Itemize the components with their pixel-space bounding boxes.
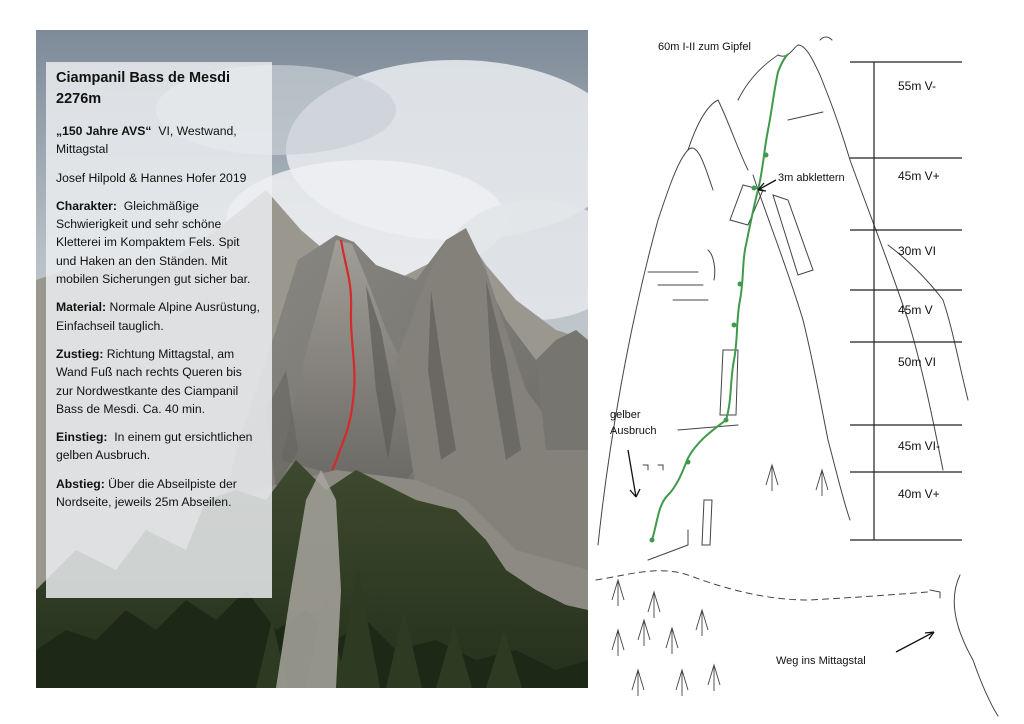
peak-name: Ciampanil Bass de Mesdi [56,70,231,86]
tree-icon [696,610,708,636]
tree-icon [638,620,650,646]
rappel-marker [930,590,940,598]
route-authors: Josef Hilpold & Hannes Hofer 2019 [56,170,247,185]
tree-icon [766,465,778,491]
einstieg-text: In einem gut ersichtlichen gelben Ausbruch. [56,430,253,463]
charakter-label: Charakter: [56,198,117,213]
start-note-line2: Ausbruch [610,425,657,437]
outline-left-tower [688,100,748,170]
abstieg-section [56,475,262,512]
summit-rappel-mark [820,37,832,40]
approach-note: Weg ins Mittagstal [776,655,866,667]
outline-right-buttress [888,245,968,400]
zustieg-label: Zustieg: [56,346,104,361]
einstieg-section [56,428,262,465]
stand-mark [643,465,663,470]
tree-icon [632,670,644,696]
route-info-panel [46,62,272,598]
start-arrow [628,450,636,497]
tree-icon [708,665,720,691]
route-name-line [56,122,262,159]
ledge-lower [678,425,738,430]
tree-icon [666,628,678,654]
approach-path [596,571,928,600]
pitch-scale [850,62,962,540]
belay-station [724,418,729,423]
peak-altitude: 2276m [56,91,102,107]
belay-stations [650,153,769,543]
downclimb-note: 3m abklettern [778,172,845,184]
tree-icon [648,592,660,618]
zustieg-section [56,345,262,418]
topo-drawing [588,0,1024,724]
charakter-section [56,197,262,288]
start-note-line1: gelber [610,409,641,421]
tree-icon [612,630,624,656]
lower-flake [702,500,712,545]
belay-station [752,186,757,191]
charakter-text: Gleichmäßige Schwierigkeit und sehr schöne Kletterei im Kompaktem Fels. Spit und Haken an den Ständen. Mit mobilen Sicherungen gut sicher bar. [56,198,251,287]
tree-icon [816,470,828,496]
pitch-label-4: 45m V [898,303,933,317]
pitch-label-5: 50m VI [898,355,937,369]
pitch-label-2: 45m V+ [898,169,940,183]
summit-note: 60m I-II zum Gipfel [658,41,751,53]
material-label: Material: [56,300,107,315]
belay-station [732,323,737,328]
tree-icon [612,580,624,606]
corner-2 [773,195,813,275]
pitch-label-1: 55m V- [898,79,937,93]
outline-left-ridge [598,148,713,545]
route-title [56,68,262,110]
belay-station [686,460,691,465]
pitch-label-3: 30m VI [898,244,937,258]
route-meta: VI, Westwand, Mittagstal [56,124,237,157]
topo-route-line [652,54,788,540]
approach-trail [954,575,998,716]
pitch-label-6: 45m VI- [898,439,941,453]
zustieg-text: Richtung Mittagstal, am Wand Fuß nach rechts Queren bis zur Nordwestkante des Ciampanil Bass de Mesdi. Ca. 40 min. [56,346,242,416]
material-text: Normale Alpine Ausrüstung, Einfachseil tauglich. [56,300,260,333]
belay-station [650,538,655,543]
approach-arrow [896,632,934,652]
belay-station [764,153,769,158]
pitch-label-7: 40m V+ [898,487,940,501]
einstieg-label: Einstieg: [56,430,108,445]
tree-icon [676,670,688,696]
outline-dihedral [753,175,850,520]
abstieg-label: Abstieg: [56,476,105,491]
ledge-summit [788,112,823,120]
route-name: „150 Jahre AVS“ [56,124,152,138]
crack-1 [708,250,715,280]
topo-sketch [588,0,1024,724]
belay-station [738,282,743,287]
abstieg-text: Über die Abseilpiste der Nordseite, jeweils 25m Abseilen. [56,476,237,510]
material-section [56,298,262,335]
